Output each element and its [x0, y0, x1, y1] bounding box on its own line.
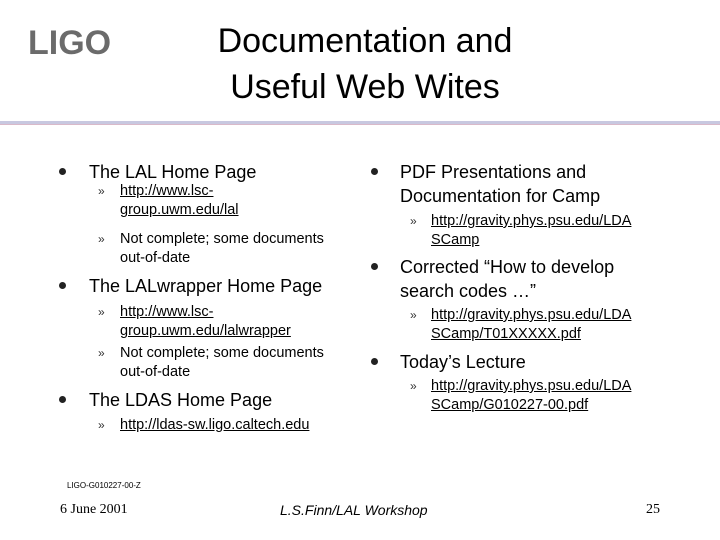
heading-line-1: PDF Presentations and: [400, 162, 587, 182]
heading-line-2: Documentation for Camp: [400, 186, 601, 206]
left-link-3[interactable]: [120, 416, 309, 435]
right-link-2[interactable]: [431, 306, 631, 344]
bullet-dot: [59, 168, 66, 175]
link-lal-line1[interactable]: http://www.lsc-: [120, 183, 214, 199]
left-link-1[interactable]: [120, 182, 239, 220]
right-link-3[interactable]: [431, 377, 631, 415]
ligo-logo: [28, 24, 111, 63]
link-ldas[interactable]: http://ldas-sw.ligo.caltech.edu: [120, 417, 310, 433]
left-heading-2: The LALwrapper Home Page: [89, 276, 323, 296]
page-number: 25: [646, 502, 660, 517]
sub-bullet-chevron: »: [98, 232, 105, 246]
title-line-2: Useful Web Wites: [230, 68, 500, 106]
heading-line-1: Corrected “How to develop: [400, 257, 615, 277]
left-link-2[interactable]: [120, 303, 291, 341]
note-line-2: out-of-date: [120, 364, 191, 380]
sub-bullet-chevron: »: [410, 308, 417, 322]
right-heading-2: [400, 255, 614, 303]
bullet-dot: [371, 168, 378, 175]
right-link-1[interactable]: [431, 212, 631, 250]
sub-bullet-chevron: »: [98, 346, 105, 360]
slide-title: [175, 18, 555, 110]
sub-bullet-chevron: »: [98, 418, 105, 432]
note-line-1: Not complete; some documents: [120, 345, 324, 361]
heading-line-2: search codes …”: [400, 281, 537, 301]
bullet-dot: [59, 396, 66, 403]
link-lalwrapper-line2[interactable]: group.uwm.edu/lalwrapper: [120, 323, 291, 339]
left-heading-3: The LDAS Home Page: [89, 390, 273, 410]
left-heading-1: The LAL Home Page: [89, 162, 257, 182]
link-ldascamp-line2[interactable]: SCamp: [431, 232, 480, 248]
logo-text: LIGO: [28, 24, 112, 62]
link-t01-line2[interactable]: SCamp/T01XXXXX.pdf: [431, 326, 581, 342]
sub-bullet-chevron: »: [98, 305, 105, 319]
link-g010227-line2[interactable]: SCamp/G010227-00.pdf: [431, 397, 589, 413]
right-heading-1: [400, 160, 600, 208]
left-note-1: [120, 230, 324, 268]
link-t01-line1[interactable]: http://gravity.phys.psu.edu/LDA: [431, 307, 632, 323]
link-lal-line2[interactable]: group.uwm.edu/lal: [120, 202, 239, 218]
title-line-1: Documentation and: [217, 22, 513, 60]
link-g010227-line1[interactable]: http://gravity.phys.psu.edu/LDA: [431, 378, 632, 394]
header-divider-accent: [0, 124, 720, 125]
sub-bullet-chevron: »: [98, 184, 105, 198]
link-lalwrapper-line1[interactable]: http://www.lsc-: [120, 304, 214, 320]
document-id: LIGO-G010227-00-Z: [67, 481, 141, 490]
note-line-2: out-of-date: [120, 250, 191, 266]
right-heading-3: Today’s Lecture: [400, 352, 526, 372]
left-note-2: [120, 344, 324, 382]
bullet-dot: [59, 282, 66, 289]
link-ldascamp-line1[interactable]: http://gravity.phys.psu.edu/LDA: [431, 213, 632, 229]
footer-author-event: L.S.Finn/LAL Workshop: [280, 502, 428, 518]
footer-date: 6 June 2001: [60, 502, 128, 517]
bullet-dot: [371, 263, 378, 270]
note-line-1: Not complete; some documents: [120, 231, 324, 247]
sub-bullet-chevron: »: [410, 379, 417, 393]
sub-bullet-chevron: »: [410, 214, 417, 228]
bullet-dot: [371, 358, 378, 365]
